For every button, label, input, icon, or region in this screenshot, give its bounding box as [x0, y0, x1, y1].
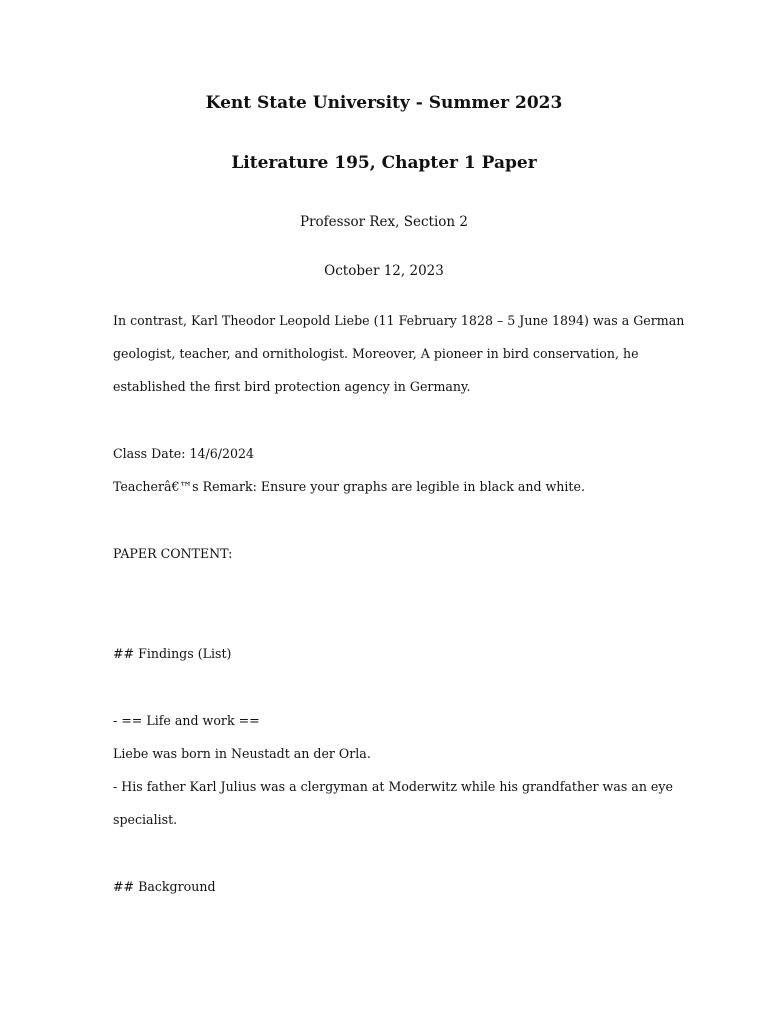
intro-line-2: geologist, teacher, and ornithologist. Moreover, A pioneer in bird conservation, he: [113, 346, 639, 361]
class-date: Class Date: 14/6/2024: [113, 446, 255, 461]
date-line: October 12, 2023: [324, 263, 444, 279]
father-line-2: specialist.: [113, 812, 178, 827]
paper-content-label: PAPER CONTENT:: [113, 546, 233, 561]
background-heading: ## Background: [113, 879, 216, 894]
father-line-1: - His father Karl Julius was a clergyman at Moderwitz while his grandfather was an eye: [113, 779, 673, 794]
findings-heading: ## Findings (List): [113, 646, 232, 661]
university-title: Kent State University - Summer 2023: [205, 93, 563, 113]
intro-line-1: In contrast, Karl Theodor Leopold Liebe (11 February 1828 – 5 June 1894) was a German: [113, 313, 685, 328]
course-title: Literature 195, Chapter 1 Paper: [231, 153, 537, 173]
teacher-remark: Teacherâ€™s Remark: Ensure your graphs are legible in black and white.: [113, 479, 585, 494]
life-work-item: - == Life and work ==: [113, 713, 260, 728]
born-line: Liebe was born in Neustadt an der Orla.: [113, 746, 371, 761]
professor-line: Professor Rex, Section 2: [300, 214, 468, 230]
intro-line-3: established the first bird protection agency in Germany.: [113, 379, 471, 394]
